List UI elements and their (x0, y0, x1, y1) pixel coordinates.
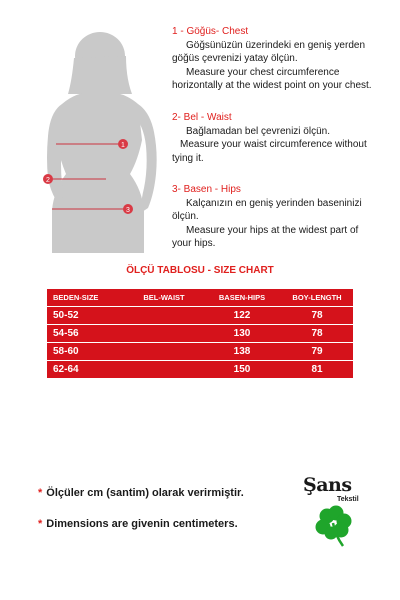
cell-waist (125, 307, 203, 325)
units-note-english (38, 518, 238, 530)
cell-length: 81 (281, 361, 353, 379)
waist-line: Measure your waist circumference without (180, 139, 367, 150)
units-note-turkish (38, 487, 244, 499)
cell-hips: 150 (203, 361, 281, 379)
cell-waist (125, 325, 203, 343)
waist-line: Bağlamadan bel çevrenizi ölçün. (186, 125, 330, 137)
hips-instructions (172, 183, 394, 251)
cell-size: 50-52 (47, 307, 125, 325)
chest-line: Measure your chest circumference (186, 66, 340, 78)
brand-name: Şans (303, 474, 352, 496)
size-chart-table (47, 289, 353, 379)
brand-subtitle: Tekstil (337, 496, 359, 503)
waist-line: tying it. (172, 152, 204, 164)
asterisk: * (38, 518, 43, 530)
cell-length: 79 (281, 343, 353, 361)
hips-marker (123, 204, 133, 214)
cell-size: 58-60 (47, 343, 125, 361)
size-chart-title: ÖLÇÜ TABLOSU - SIZE CHART (126, 265, 274, 276)
waist-heading: 2- Bel - Waist (172, 112, 232, 123)
table-row (47, 343, 353, 361)
cell-length: 78 (281, 325, 353, 343)
svg-text:1: 1 (121, 142, 125, 149)
body-measurement-figure (22, 28, 172, 253)
hips-line: ölçün. (172, 211, 199, 222)
waist-marker (43, 174, 53, 184)
chest-line: göğüs çevrenizi yatay ölçün. (172, 53, 298, 64)
header-length: BOY-LENGTH (281, 289, 353, 307)
cell-size: 54-56 (47, 325, 125, 343)
table-row (47, 325, 353, 343)
header-hips: BASEN-HIPS (203, 289, 281, 307)
chest-heading: 1 - Göğüs- Chest (172, 26, 249, 37)
table-row (47, 307, 353, 325)
hips-line: Kalçanızın en geniş yerinden baseninizi (186, 197, 362, 209)
hips-heading: 3- Basen - Hips (172, 184, 241, 195)
cell-size: 62-64 (47, 361, 125, 379)
table-row (47, 361, 353, 379)
clover-logo-icon (311, 503, 357, 549)
chest-line: Göğsünüzün üzerindeki en geniş yerden (186, 39, 366, 51)
chest-line: horizontally at the widest point on your chest. (172, 80, 372, 91)
svg-text:3: 3 (126, 207, 130, 214)
chest-instructions (172, 25, 394, 93)
cell-hips: 130 (203, 325, 281, 343)
cell-waist (125, 361, 203, 379)
asterisk: * (38, 487, 43, 499)
cell-waist (125, 343, 203, 361)
hips-line: your hips. (172, 238, 216, 249)
header-waist: BEL-WAIST (125, 289, 203, 307)
units-note-text: Ölçüler cm (santim) olarak verirmiştir. (46, 487, 244, 499)
header-size: BEDEN-SIZE (47, 289, 125, 307)
units-note-text: Dimensions are givenin centimeters. (46, 518, 238, 530)
cell-hips: 122 (203, 307, 281, 325)
table-header-row (47, 289, 353, 307)
hips-line: Measure your hips at the widest part of (186, 224, 359, 236)
waist-instructions (172, 111, 394, 165)
cell-hips: 138 (203, 343, 281, 361)
svg-text:2: 2 (46, 177, 50, 184)
chest-marker (118, 139, 128, 149)
cell-length: 78 (281, 307, 353, 325)
